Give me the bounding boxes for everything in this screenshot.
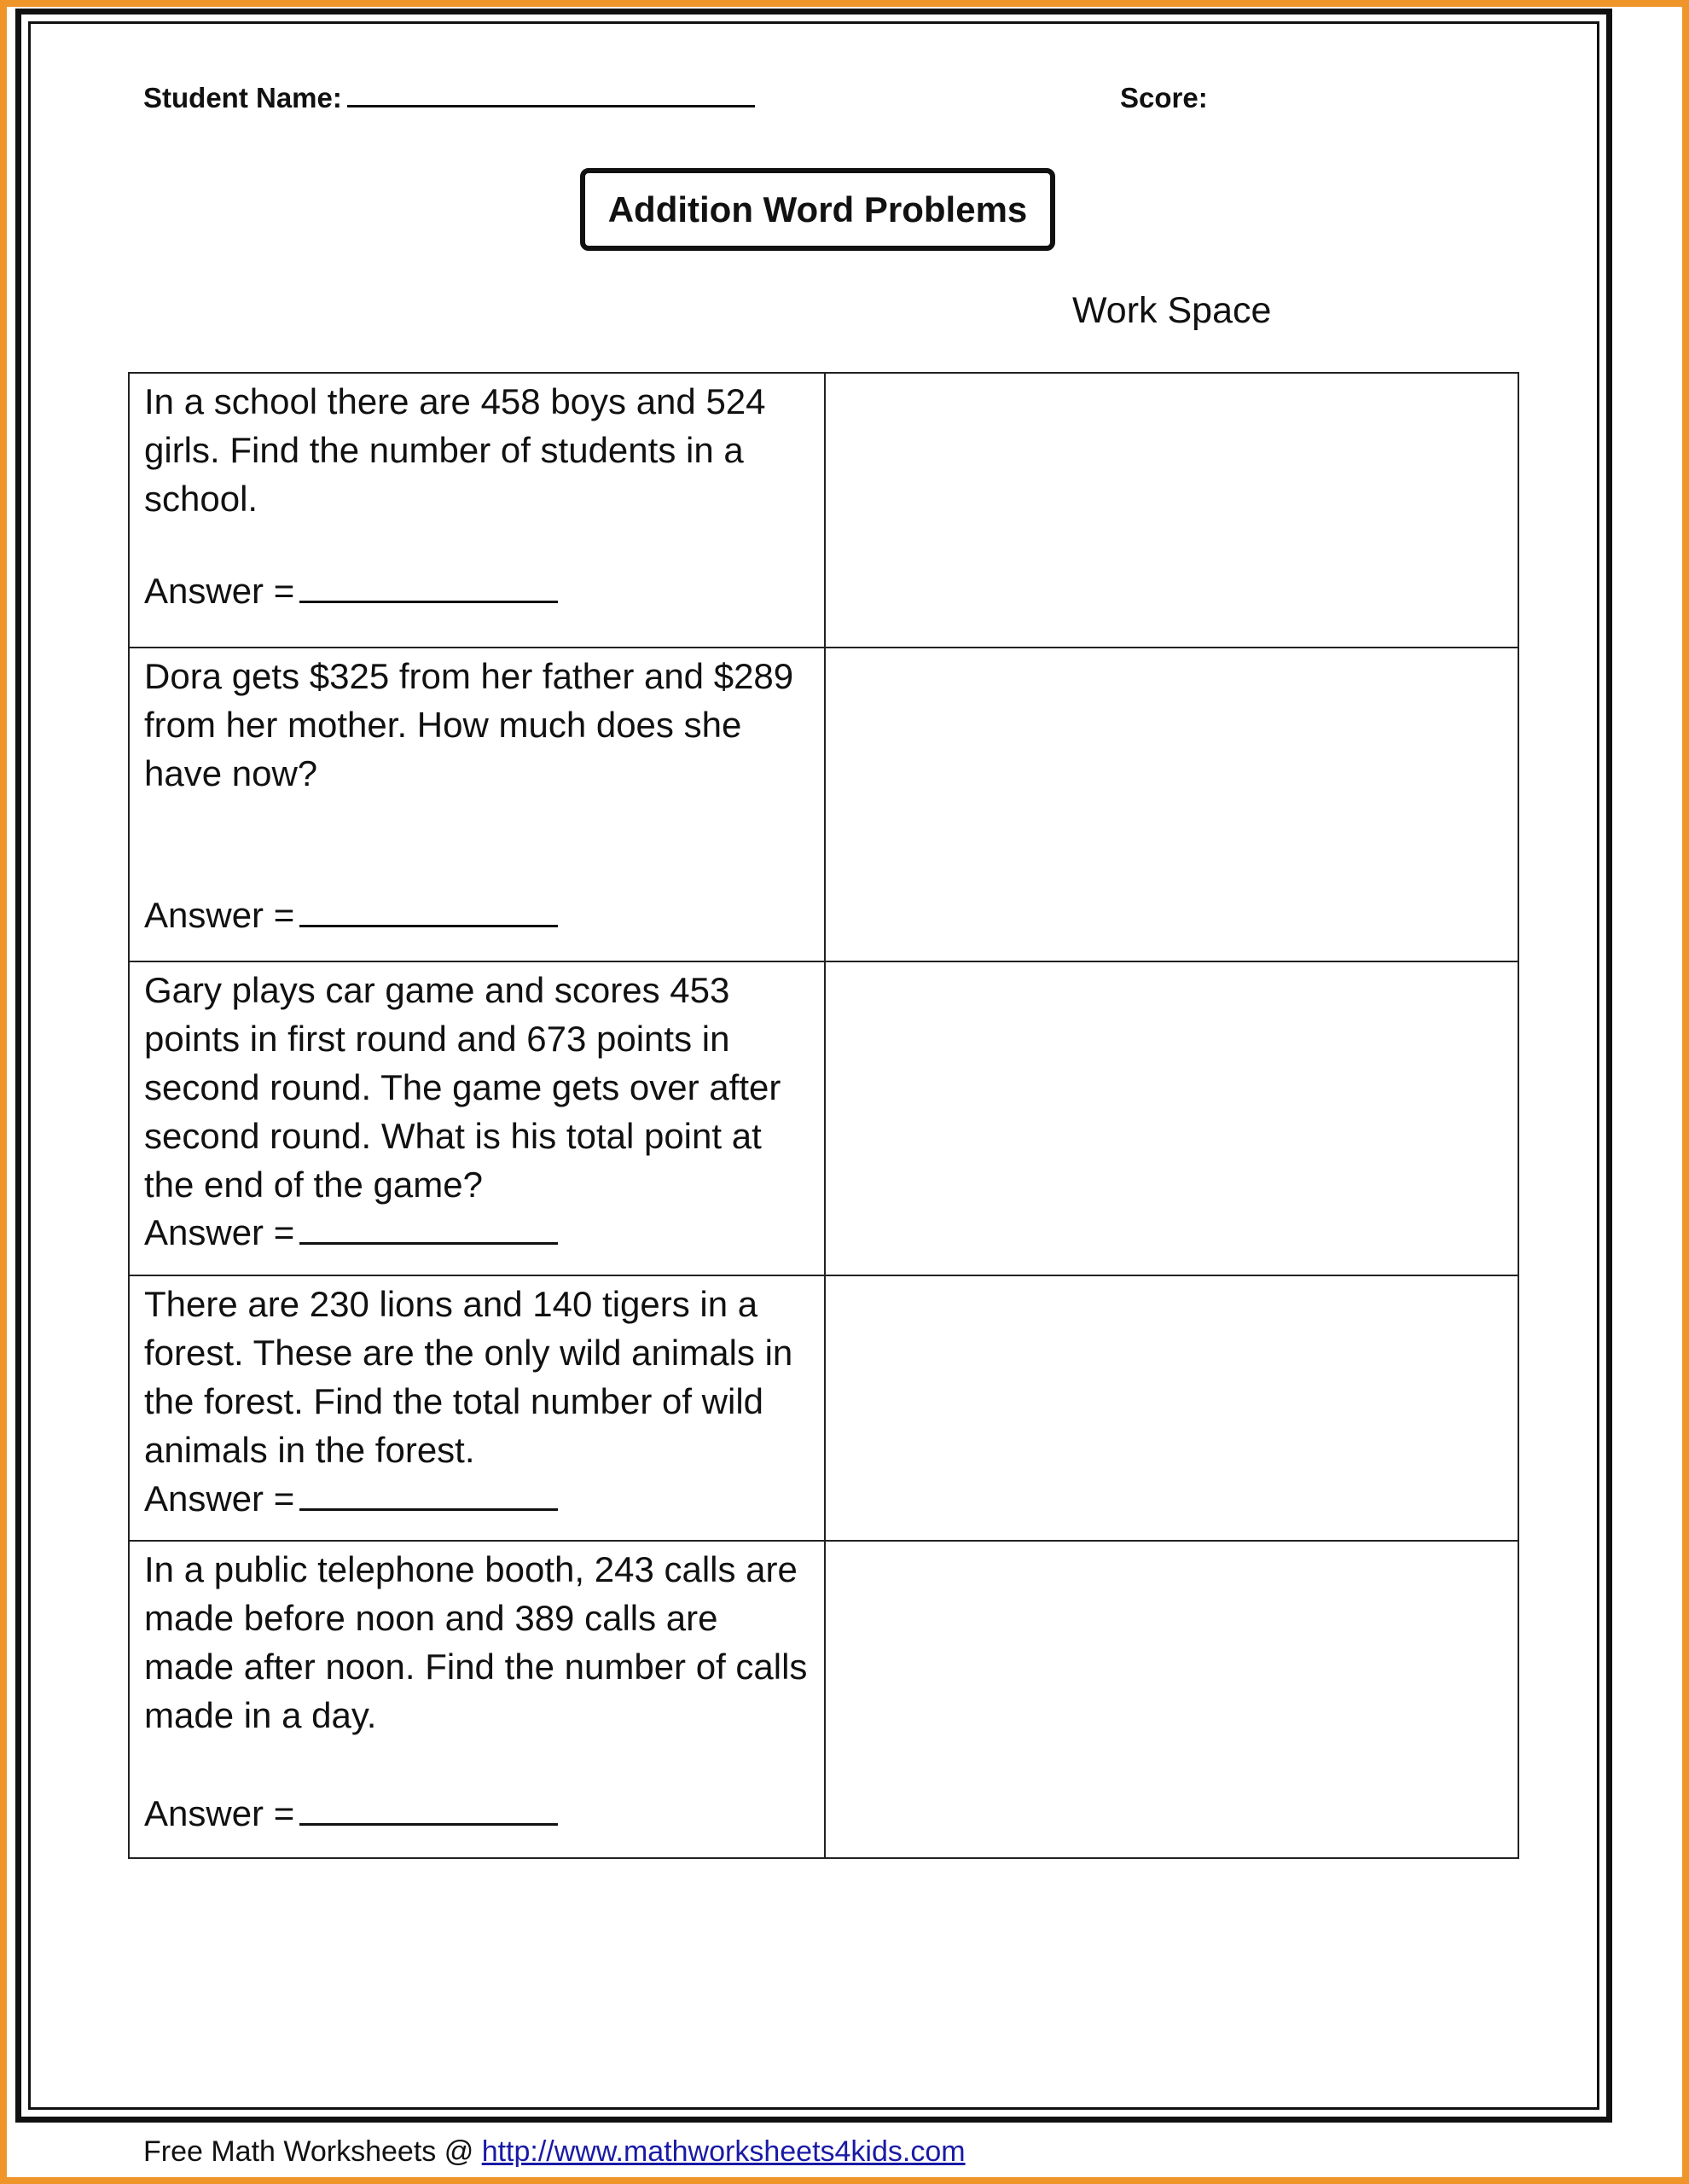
problem-content (144, 966, 812, 1269)
work-space-cell[interactable] (825, 373, 1518, 648)
problem-content (144, 1280, 812, 1535)
answer-line[interactable] (144, 1208, 558, 1257)
problem-row (129, 373, 1518, 648)
answer-line[interactable] (144, 566, 558, 615)
answer-label: Answer = (144, 571, 295, 611)
footer-link[interactable]: http://www.mathworksheets4kids.com (481, 2135, 966, 2168)
problem-text: Dora gets $325 from her father and $289 from her mother. How much does she have now? (144, 656, 794, 793)
problem-text: Gary plays car game and scores 453 points in first round and 673 points in second round. The game gets over after second round. What is his total point at the end of the game? (144, 970, 781, 1205)
problem-content (144, 652, 812, 956)
problem-row (129, 1541, 1518, 1858)
student-name-label: Student Name: (143, 82, 342, 113)
score-label: Score: (1120, 82, 1208, 113)
problem-row (129, 1275, 1518, 1541)
problem-cell (129, 1275, 825, 1541)
problem-row (129, 961, 1518, 1275)
answer-blank[interactable] (299, 1211, 558, 1245)
work-space-label: Work Space (1072, 290, 1272, 331)
work-space-cell[interactable] (825, 961, 1518, 1275)
answer-line[interactable] (144, 891, 558, 939)
worksheet-title (580, 168, 1055, 251)
problem-cell (129, 961, 825, 1275)
problem-content (144, 1545, 812, 1852)
answer-label: Answer = (144, 895, 295, 935)
answer-blank[interactable] (299, 893, 558, 927)
problem-text: In a public telephone booth, 243 calls are made before noon and 389 calls are made after noon. Find the number of calls made in a day. (144, 1549, 808, 1735)
student-name-blank[interactable] (347, 82, 755, 107)
work-space-cell[interactable] (825, 1275, 1518, 1541)
problems-table (128, 372, 1519, 1859)
problem-cell (129, 648, 825, 961)
problem-text: There are 230 lions and 140 tigers in a forest. These are the only wild animals in the forest. Find the total number of wild animals in the forest. (144, 1284, 793, 1470)
answer-blank[interactable] (299, 1792, 558, 1826)
problem-cell (129, 1541, 825, 1858)
footer (143, 2135, 966, 2169)
answer-blank[interactable] (299, 1477, 558, 1511)
answer-blank[interactable] (299, 569, 558, 603)
work-space-cell[interactable] (825, 1541, 1518, 1858)
answer-line[interactable] (144, 1474, 558, 1523)
answer-label: Answer = (144, 1478, 295, 1519)
answer-label: Answer = (144, 1212, 295, 1252)
worksheet-title-text: Addition Word Problems (607, 189, 1028, 229)
problem-content (144, 377, 812, 642)
footer-text: Free Math Worksheets @ (143, 2135, 474, 2168)
problem-cell (129, 373, 825, 648)
work-space-cell[interactable] (825, 648, 1518, 961)
problem-text: In a school there are 458 boys and 524 girls. Find the number of students in a school. (144, 381, 766, 519)
student-name-field[interactable] (143, 82, 755, 114)
answer-line[interactable] (144, 1789, 558, 1838)
answer-label: Answer = (144, 1793, 295, 1833)
problem-row (129, 648, 1518, 961)
